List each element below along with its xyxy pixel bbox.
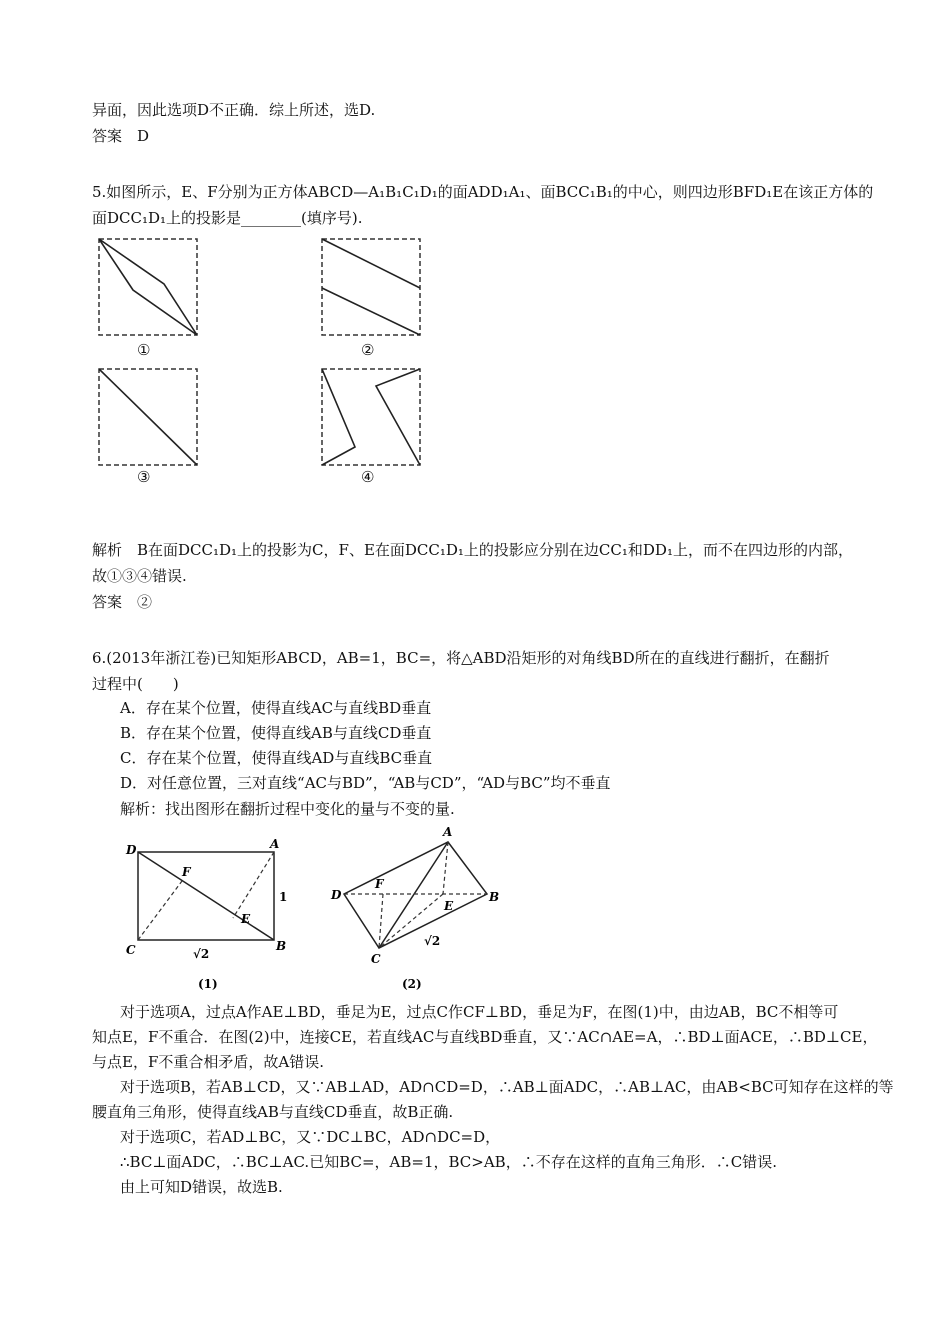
solution-b-line-2: 腰直角三角形，使得直线AB与直线CD垂直，故B正确. xyxy=(92,1103,454,1121)
solution-c-line-2: ∴BC⊥面ADC，∴BC⊥AC.已知BC=，AB=1，BC>AB，∴不存在这样的直角三角形．∴C错误. xyxy=(120,1153,777,1171)
solution-6-intro: 解析：找出图形在翻折过程中变化的量与不变的量. xyxy=(120,800,455,818)
text-line-1: 异面，因此选项D不正确．综上所述，选D. xyxy=(92,101,376,119)
projection-label-2: ② xyxy=(361,341,375,359)
fig2-caption: (2) xyxy=(402,977,422,991)
geometry-figure-1 xyxy=(120,830,300,995)
problem-6-line-2: 过程中( ) xyxy=(92,675,179,693)
fig2-point-F: F xyxy=(375,877,384,891)
fig1-point-B: B xyxy=(276,939,287,953)
option-a: A．存在某个位置，使得直线AC与直线BD垂直 xyxy=(120,699,432,717)
solution-a-line-3: 与点E，F不重合相矛盾，故A错误. xyxy=(92,1053,324,1071)
fig2-point-D: D xyxy=(331,888,342,902)
fig1-point-E: E xyxy=(241,912,251,926)
solution-5-line-1: 解析 B在面DCC₁D₁上的投影为C，F、E在面DCC₁D₁上的投影应分别在边CC₁和DD₁上，而不在四边形的内部， xyxy=(92,541,853,559)
fig2-point-E: E xyxy=(444,899,454,913)
geometry-figure-2 xyxy=(326,822,511,994)
option-b: B．存在某个位置，使得直线AB与直线CD垂直 xyxy=(120,724,432,742)
solution-a-line-1: 对于选项A，过点A作AE⊥BD，垂足为E，过点C作CF⊥BD，垂足为F，在图(1)中，由边AB，BC不相等可 xyxy=(120,1003,839,1021)
projection-figure-2 xyxy=(319,236,423,338)
projection-figure-1 xyxy=(96,236,200,338)
option-d: D．对任意位置，三对直线“AC与BD”，“AB与CD”，“AD与BC”均不垂直 xyxy=(120,774,611,792)
fig1-side-label: 1 xyxy=(279,890,288,904)
solution-b-line-1: 对于选项B，若AB⊥CD，又∵AB⊥AD，AD∩CD=D，∴AB⊥面ADC，∴AB⊥AC，由AB<BC可知存在这样的等 xyxy=(120,1078,894,1096)
option-c: C．存在某个位置，使得直线AD与直线BC垂直 xyxy=(120,749,433,767)
projection-label-3: ③ xyxy=(137,468,151,486)
fig2-bottom-label: √2 xyxy=(424,934,441,948)
fig1-point-D: D xyxy=(126,843,137,857)
problem-6-line-1: 6.(2013年浙江卷)已知矩形ABCD，AB=1，BC=，将△ABD沿矩形的对角线BD所在的直线进行翻折，在翻折 xyxy=(92,649,830,667)
fig1-point-F: F xyxy=(182,865,191,879)
fig1-point-C: C xyxy=(126,943,136,957)
fig1-caption: (1) xyxy=(198,977,218,991)
fig2-point-C: C xyxy=(371,952,381,966)
answer-5: 答案 ② xyxy=(92,593,153,611)
projection-label-1: ① xyxy=(137,341,151,359)
solution-conclusion: 由上可知D错误，故选B. xyxy=(120,1178,283,1196)
fig2-point-A: A xyxy=(443,825,453,839)
fig1-bottom-label: √2 xyxy=(193,947,210,961)
solution-c-line-1: 对于选项C，若AD⊥BC，又∵DC⊥BC，AD∩DC=D， xyxy=(120,1128,501,1146)
projection-figure-4 xyxy=(319,366,423,468)
problem-5-line-1: 5.如图所示，E、F分别为正方体ABCD—A₁B₁C₁D₁的面ADD₁A₁、面BCC₁B₁的中心，则四边形BFD₁E在该正方体的 xyxy=(92,183,874,201)
projection-label-4: ④ xyxy=(361,468,375,486)
fig2-point-B: B xyxy=(489,890,500,904)
solution-a-line-2: 知点E，F不重合．在图(2)中，连接CE，若直线AC与直线BD垂直，又∵AC∩AE=A，∴BD⊥面ACE，∴BD⊥CE， xyxy=(92,1028,878,1046)
answer-line-4: 答案 D xyxy=(92,127,150,145)
fig1-point-A: A xyxy=(270,837,280,851)
problem-5-line-2: 面DCC₁D₁上的投影是________(填序号). xyxy=(92,209,363,227)
projection-figure-3 xyxy=(96,366,200,468)
solution-5-line-2: 故①③④错误. xyxy=(92,567,187,585)
